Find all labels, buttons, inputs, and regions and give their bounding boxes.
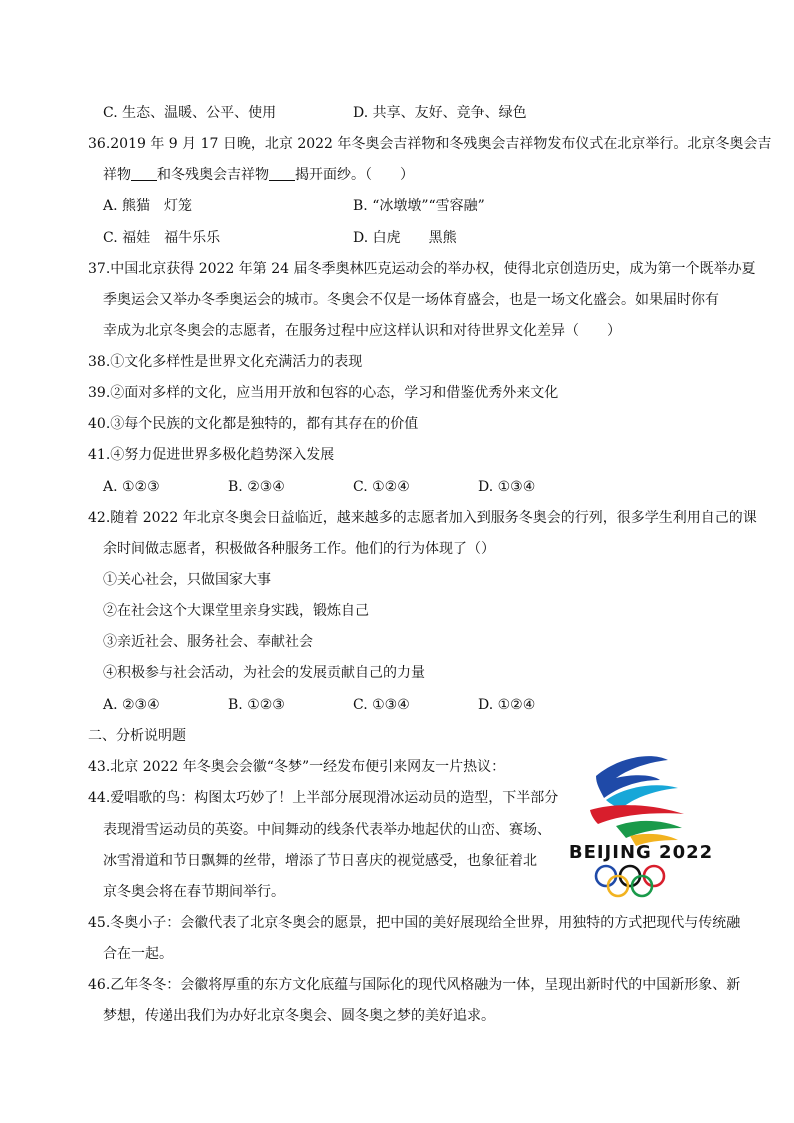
q46-line2: 梦想，传递出我们为办好北京冬奥会、圆冬奥之梦的美好追求。: [103, 1008, 495, 1024]
q46-line1: 46.乙年冬冬：会徽将厚重的东方文化底蕴与国际化的现代风格融为一体，呈现出新时代的中国新形象、新: [88, 977, 741, 993]
q41-option-a: A. ①②③: [103, 479, 160, 495]
q44-line2: 表现滑雪运动员的英姿。中间舞动的线条代表举办地起伏的山峦、赛场、: [103, 822, 551, 838]
q36-stem-line2: [103, 165, 414, 185]
q36-option-c: C. 福娃 福牛乐乐: [103, 230, 221, 246]
q42-option-b: B. ①②③: [228, 697, 285, 713]
emblem-wordmark: BEIJING 2022: [568, 842, 714, 863]
q42-stem-line2: 余时间做志愿者，积极做各种服务工作。他们的行为体现了（）: [103, 541, 495, 557]
q45-line2: 合在一起。: [103, 946, 173, 962]
q41-option-d: D. ①③④: [478, 479, 536, 495]
q40-text: 40.③每个民族的文化都是独特的，都有其存在的价值: [88, 416, 419, 432]
q42-option-d: D. ①②④: [478, 697, 536, 713]
answer-blank: [131, 166, 157, 181]
beijing-2022-emblem-logo: [560, 748, 722, 898]
q43-text: 43.北京 2022 年冬奥会会徽“冬梦”一经发布便引来网友一片热议：: [88, 759, 506, 775]
q45-line1: 45.冬奥小子：会徽代表了北京冬奥会的愿景，把中国的美好展现给全世界，用独特的方式把现代与传统融: [88, 915, 741, 931]
q42-statement-2: ②在社会这个大课堂里亲身实践，锻炼自己: [103, 603, 369, 619]
q44-line4: 京冬奥会将在春节期间举行。: [103, 884, 285, 900]
answer-blank: [269, 166, 295, 181]
q36-text-c: 揭开面纱。（ ）: [295, 167, 414, 183]
q41-text: 41.④努力促进世界多极化趋势深入发展: [88, 447, 335, 463]
q36-stem-line1: 36.2019 年 9 月 17 日晚，北京 2022 年冬奥会吉祥物和冬残奥会吉祥物发布仪式在北京举行。北京冬奥会吉: [88, 136, 772, 152]
q36-text-a: 祥物: [103, 167, 131, 183]
emblem-ribbon-red: [590, 805, 684, 824]
q35-option-d: D. 共享、友好、竞争、绿色: [353, 105, 527, 121]
q42-option-c: C. ①③④: [353, 697, 410, 713]
q36-text-b: 和冬残奥会吉祥物: [157, 167, 269, 183]
q37-stem-line2: 季奥运会又举办冬季奥运会的城市。冬奥会不仅是一场体育盛会，也是一场文化盛会。如果届时你有: [103, 292, 719, 308]
q37-stem-line3: 幸成为北京冬奥会的志愿者，在服务过程中应这样认识和对待世界文化差异（ ）: [103, 323, 621, 339]
q42-stem-line1: 42.随着 2022 年北京冬奥会日益临近，越来越多的志愿者加入到服务冬奥会的行列，很多学生利用自己的课: [88, 510, 757, 526]
q38-text: 38.①文化多样性是世界文化充满活力的表现: [88, 354, 363, 370]
q35-option-c: C. 生态、温暖、公平、使用: [103, 105, 277, 121]
q42-statement-1: ①关心社会，只做国家大事: [103, 572, 271, 588]
q36-option-b: B. “冰墩墩”“雪容融”: [353, 198, 485, 214]
q42-statement-3: ③亲近社会、服务社会、奉献社会: [103, 634, 313, 650]
q39-text: 39.②面对多样的文化，应当用开放和包容的心态，学习和借鉴优秀外来文化: [88, 385, 559, 401]
q41-option-b: B. ②③④: [228, 479, 285, 495]
q36-option-d: D. 白虎 黑熊: [353, 230, 457, 246]
section-heading: 二、分析说明题: [88, 728, 186, 744]
q37-stem-line1: 37.中国北京获得 2022 年第 24 届冬季奥林匹克运动会的举办权，使得北京创造历史，成为第一个既举办夏: [88, 261, 756, 277]
q44-line1: 44.爱唱歌的鸟：构图太巧妙了！上半部分展现滑冰运动员的造型，下半部分: [88, 790, 559, 806]
q41-option-c: C. ①②④: [353, 479, 410, 495]
q44-line3: 冰雪滑道和节日飘舞的丝带，增添了节日喜庆的视觉感受，也象征着北: [103, 853, 537, 869]
q36-option-a: A. 熊猫 灯笼: [103, 198, 193, 214]
q42-statement-4: ④积极参与社会活动，为社会的发展贡献自己的力量: [103, 665, 425, 681]
q42-option-a: A. ②③④: [103, 697, 160, 713]
